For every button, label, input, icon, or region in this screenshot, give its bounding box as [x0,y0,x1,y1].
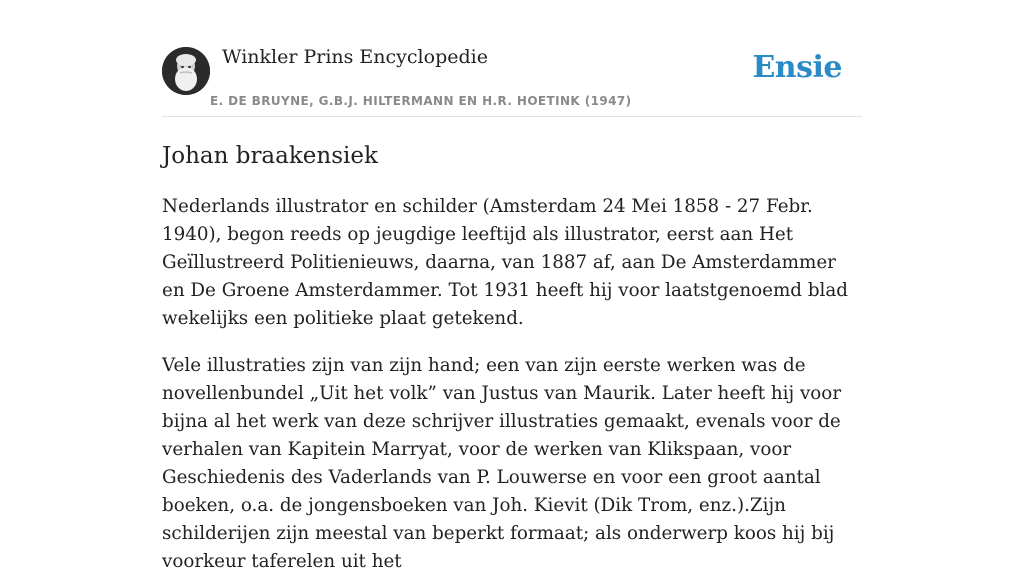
bearded-man-portrait-icon [162,47,210,95]
page [162,0,862,576]
source-title[interactable]: Winkler Prins Encyclopedie [222,46,488,68]
author-avatar[interactable] [162,47,210,95]
source-header [162,0,862,117]
article-paragraph: Nederlands illustrator en schilder (Amsterdam 24 Mei 1858 - 27 Febr. 1940), begon reeds op jeugdige leeftijd als illustrator, eerst aan Het Geïllustreerd Politienieuws, daarna, van 1887 af, aan De Amsterdammer en De Groene Amsterdammer. Tot 1931 heeft hij voor laatstgenoemd blad wekelijks een politieke plaat getekend. [162,196,848,329]
ensie-logo[interactable]: Ensie [752,50,842,85]
source-authors: E. DE BRUYNE, G.B.J. HILTERMANN EN H.R. HOETINK (1947) [210,94,632,108]
page-title: Johan braakensiek [162,143,378,169]
article-paragraph: Vele illustraties zijn van zijn hand; een van zijn eerste werken was de novellenbundel „Uit het volk” van Justus van Maurik. Later heeft hij voor bijna al het werk van deze schrijver illustraties gemaakt, evenals voor de verhalen van Kapitein Marryat, voor de werken van Klikspaan, voor Geschiedenis des Vaderlands van P. Louwerse en voor een groot aantal boeken, o.a. de jongensboeken van Joh. Kievit (Dik Trom, enz.).Zijn schilderijen zijn meestal van beperkt formaat; als onderwerp koos hij bij voorkeur taferelen uit het [162,355,842,572]
